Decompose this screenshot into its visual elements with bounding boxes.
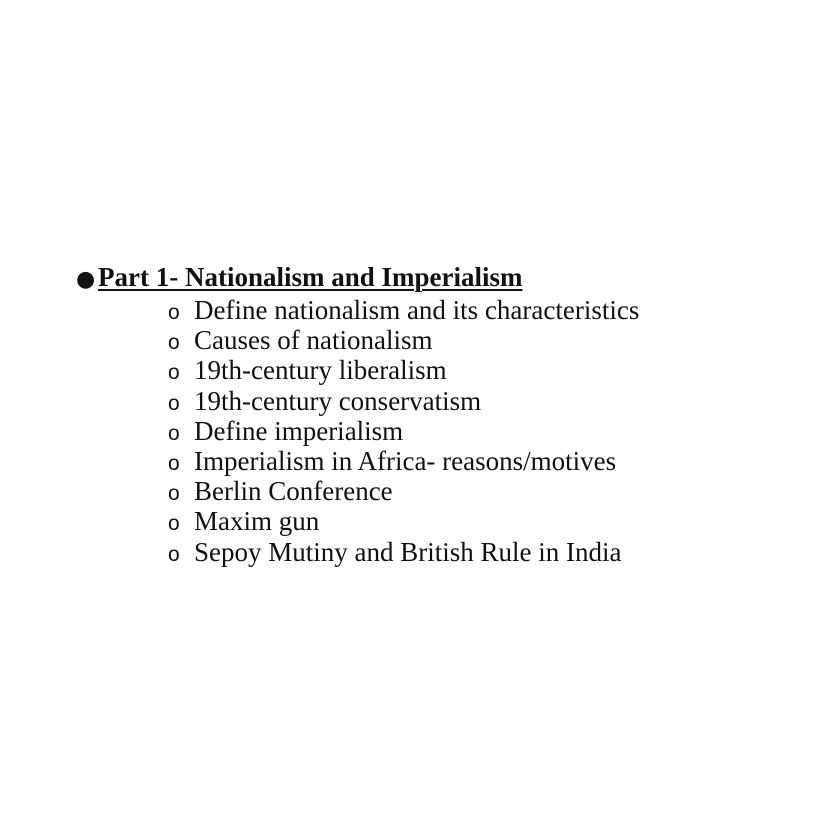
list-item-text: 19th-century liberalism	[194, 355, 447, 386]
list-item-text: 19th-century conservatism	[194, 385, 482, 416]
list-marker-icon: o	[168, 301, 180, 324]
list-item	[168, 446, 776, 476]
list-marker-icon: o	[168, 421, 180, 445]
bullet-icon: ●	[76, 267, 96, 292]
list-marker-icon: o	[168, 361, 180, 385]
list-item-text: Berlin Conference	[194, 476, 393, 507]
list-item-text: Define imperialism	[194, 415, 404, 446]
list-item	[168, 355, 776, 385]
list-item	[168, 506, 776, 536]
list-item-text: Imperialism in Africa- reasons/motives	[194, 445, 617, 476]
list-marker-icon: o	[168, 542, 180, 566]
list-marker-icon: o	[168, 512, 180, 536]
section-heading-row	[76, 259, 776, 295]
list-item	[168, 295, 776, 325]
list-marker-icon: o	[168, 482, 180, 506]
list-item	[168, 325, 776, 355]
list-item-text: Sepoy Mutiny and British Rule in India	[194, 536, 622, 567]
list-item-text: Causes of nationalism	[194, 325, 433, 356]
list-item	[168, 537, 776, 567]
list-item-text: Maxim gun	[194, 506, 320, 537]
list-item	[168, 416, 776, 446]
list-marker-icon: o	[168, 391, 180, 415]
list-item-text: Define nationalism and its characteristics	[194, 295, 640, 325]
list-marker-icon: o	[168, 451, 180, 475]
outline	[76, 259, 776, 567]
list-marker-icon: o	[168, 331, 180, 355]
list-item	[168, 386, 776, 416]
list-item	[168, 476, 776, 506]
section-heading: Part 1- Nationalism and Imperialism	[98, 262, 523, 292]
topic-list	[168, 295, 776, 567]
